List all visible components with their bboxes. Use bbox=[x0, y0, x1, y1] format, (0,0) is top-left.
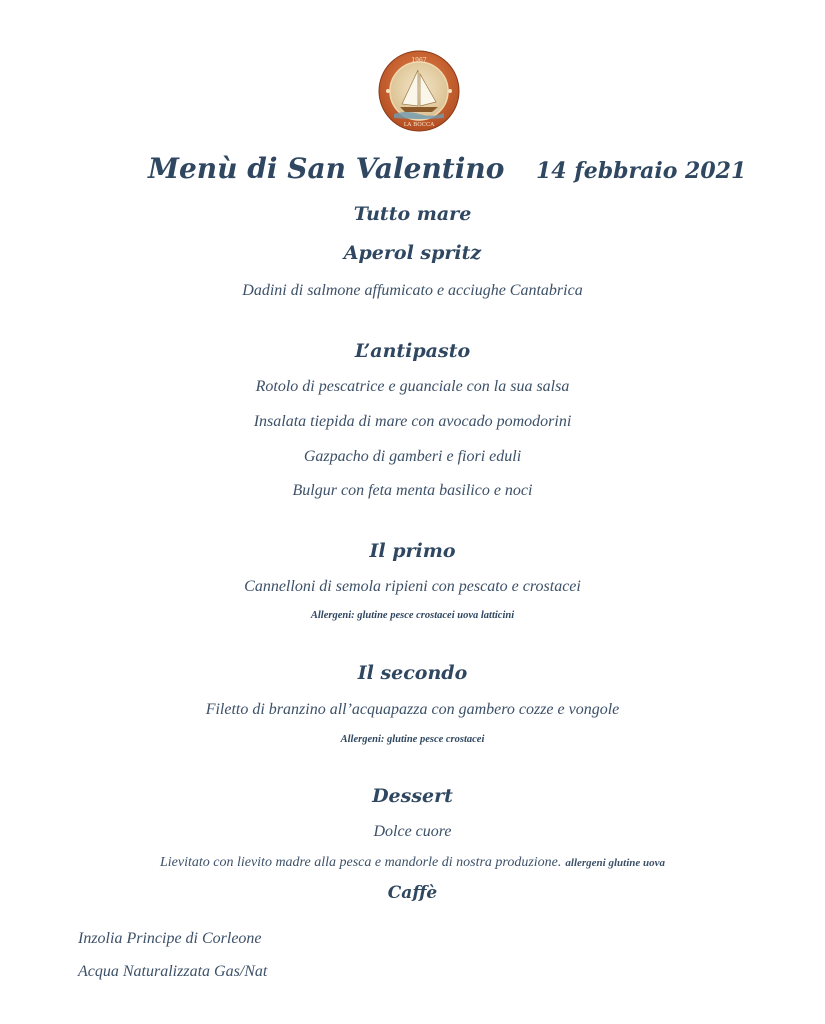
dessert-description-line bbox=[0, 855, 825, 871]
dessert-description: Lievitato con lievito madre alla pesca e mandorle di nostra produzione. bbox=[159, 855, 562, 870]
secondo-allergens: Allergeni: glutine pesce crostacei bbox=[340, 734, 485, 745]
dessert-allergens: allergeni glutine uova bbox=[565, 857, 666, 869]
antipasto-item: Bulgur con feta menta basilico e noci bbox=[292, 482, 533, 499]
coffee-heading: Caffè bbox=[387, 883, 438, 903]
dessert-heading: Dessert bbox=[372, 785, 453, 807]
aperitif-dish: Dadini di salmone affumicato e acciughe Cantabrica bbox=[242, 282, 583, 299]
theme-heading: Tutto mare bbox=[353, 203, 472, 225]
antipasto-item: Gazpacho di gamberi e fiori eduli bbox=[303, 448, 522, 465]
secondo-dish: Filetto di branzino all’acquapazza con gambero cozze e vongole bbox=[205, 701, 620, 718]
restaurant-logo bbox=[378, 50, 460, 132]
dessert-dish: Dolce cuore bbox=[373, 823, 452, 840]
antipasto-heading: L’antipasto bbox=[354, 340, 471, 362]
sailboat-logo-icon bbox=[378, 50, 460, 132]
antipasto-item: Rotolo di pescatrice e guanciale con la sua salsa bbox=[255, 378, 570, 395]
menu-date: 14 febbraio 2021 bbox=[536, 158, 747, 184]
water-item: Acqua Naturalizzata Gas/Nat bbox=[78, 963, 268, 980]
primo-heading: Il primo bbox=[369, 540, 456, 562]
logo-year: 1967 bbox=[411, 57, 427, 64]
primo-allergens: Allergeni: glutine pesce crostacei uova latticini bbox=[310, 610, 515, 621]
menu-title: Menù di San Valentino bbox=[148, 152, 505, 185]
primo-dish: Cannelloni di semola ripieni con pescato e crostacei bbox=[244, 578, 581, 595]
aperitif-heading: Aperol spritz bbox=[343, 242, 482, 264]
wine-item: Inzolia Principe di Corleone bbox=[78, 930, 262, 947]
secondo-heading: Il secondo bbox=[357, 662, 468, 684]
logo-name: LA BOCCA bbox=[403, 122, 435, 128]
antipasto-item: Insalata tiepida di mare con avocado pomodorini bbox=[253, 413, 572, 430]
